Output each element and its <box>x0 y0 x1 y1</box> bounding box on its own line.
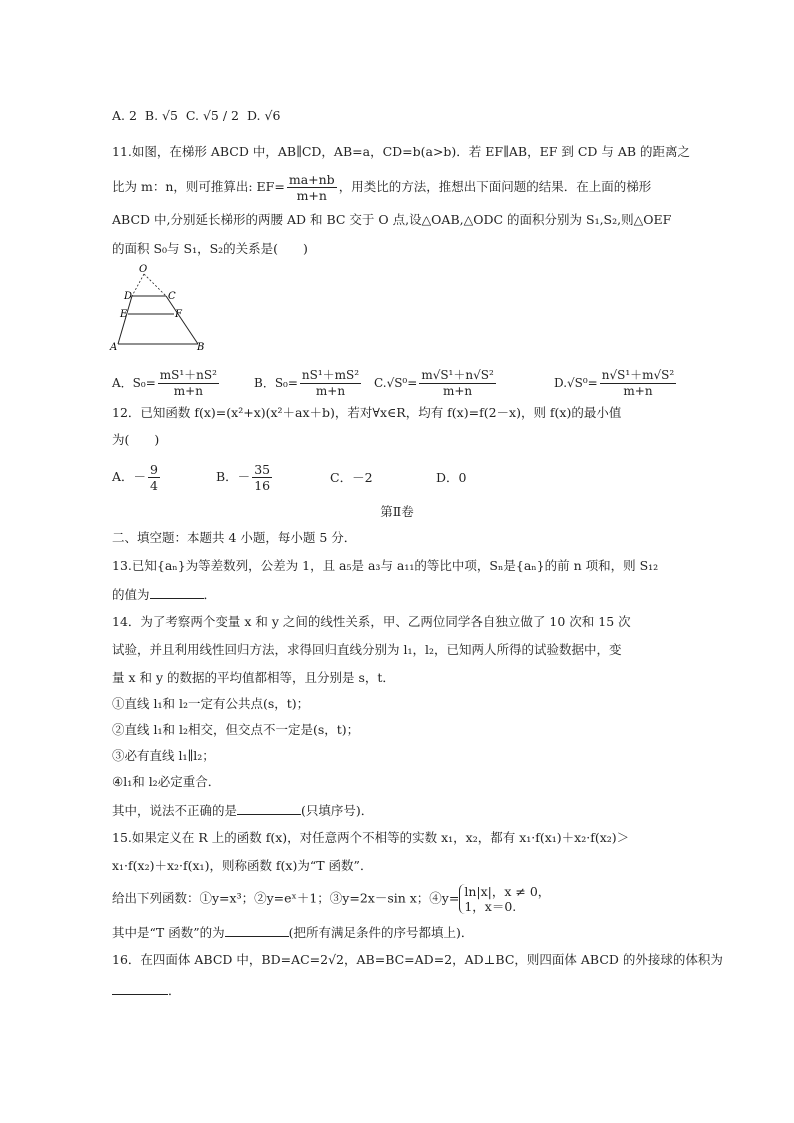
label-d: D <box>124 291 133 302</box>
q16-line1: 16．在四面体 ABCD 中，BD=AC=2√2，AB=BC=AD=2，AD⊥BC，则四面体 ABCD 的外接球的体积为 <box>112 952 723 967</box>
q12-opt-b-num: 35 <box>254 462 271 477</box>
dashed-oc <box>144 274 166 296</box>
q12-option-b <box>216 462 274 493</box>
q14-line3: 量 x 和 y 的数据的平均值都相等，且分别是 s，t． <box>112 670 395 685</box>
q11-opt-c-pre: C.√S⁰= <box>374 376 418 390</box>
ef-numerator: ma+nb <box>288 172 335 187</box>
q15-line4-a: 其中是“T 函数”的为 <box>112 925 225 940</box>
ef-denominator: m+n <box>296 188 327 203</box>
label-f: F <box>175 309 182 320</box>
q12-opt-a-label: A．－ <box>112 469 147 484</box>
q14-line1: 14．为了考察两个变量 x 和 y 之间的线性关系，甲、乙两位同学各自独立做了 10 次和 15 次 <box>112 614 631 629</box>
label-e: E <box>120 309 128 320</box>
q11-opt-d-num: n√S¹＋m√S² <box>601 368 675 382</box>
q11-opt-b-num: nS¹＋mS² <box>301 368 360 382</box>
q16-line2 <box>112 982 181 999</box>
q15-line2: x₁·f(x₂)＋x₂·f(x₁)，则称函数 f(x)为“T 函数”． <box>112 858 373 873</box>
q11-opt-a-den: m+n <box>173 384 203 398</box>
q11-option-c <box>374 368 498 399</box>
q10-option-a: A. 2 <box>112 108 137 123</box>
q13-line2-text: 的值为 <box>112 587 150 602</box>
q14-item4: ④l₁和 l₂必定重合． <box>112 774 221 789</box>
q11-option-a <box>112 368 221 399</box>
label-a: A <box>110 342 118 352</box>
q14-final-a: 其中，说法不正确的是 <box>112 803 238 818</box>
q12-option-d: D．0 <box>436 470 467 485</box>
q10-option-c: C. √5 / 2 <box>185 108 240 123</box>
q11-opt-c-num: m√S¹＋n√S² <box>421 368 494 382</box>
piecewise-function <box>459 884 550 914</box>
q11-line2 <box>112 172 651 203</box>
fill-header: 二、填空题：本题共 4 小题，每小题 5 分． <box>112 530 357 545</box>
q15-line4-b: (把所有满足条件的序号都填上)． <box>288 925 474 940</box>
q11-line2-b: ，用类比的方法，推想出下面问题的结果．在上面的梯形 <box>338 179 652 194</box>
q11-opt-b-den: m+n <box>315 384 346 398</box>
q10-option-d: D. √6 <box>246 108 281 123</box>
ef-fraction <box>287 172 337 203</box>
q11-option-d <box>554 368 678 399</box>
q12-opt-a-num: 9 <box>150 462 158 477</box>
label-o: O <box>139 264 148 275</box>
q12-line1: 12．已知函数 f(x)=(x²+x)(x²＋ax＋b)，若对∀x∈R，均有 f(x)=f(2－x)，则 f(x)的最小值 <box>112 405 622 420</box>
q15-line3-text: 给出下列函数：①y=x³；②y=eˣ＋1；③y=2x－sin x；④y= <box>112 890 460 906</box>
q11-opt-a-pre: A．S₀= <box>112 376 156 390</box>
q10-options <box>112 108 280 124</box>
q14-item2: ②直线 l₁和 l₂相交，但交点不一定是(s，t)； <box>112 722 360 737</box>
q15-answer-blank <box>225 924 289 937</box>
section-title: 第Ⅱ卷 <box>380 504 414 519</box>
q11-opt-d-pre: D.√S⁰= <box>554 376 598 390</box>
dashed-od <box>132 274 144 296</box>
trapezoid-figure <box>108 262 208 352</box>
q13-line2-end: ． <box>203 587 217 602</box>
q12-opt-b-den: 16 <box>254 478 271 493</box>
q14-item1: ①直线 l₁和 l₂一定有公共点(s，t)； <box>112 696 310 711</box>
segment-da <box>118 296 132 344</box>
q12-option-a <box>112 462 162 493</box>
segment-cb <box>166 296 198 344</box>
q11-opt-d-den: m+n <box>623 384 653 398</box>
q15-line3 <box>112 884 550 914</box>
q15-line4 <box>112 924 473 941</box>
q13-answer-blank <box>150 586 204 599</box>
q14-answer-blank <box>237 802 301 815</box>
q13-line2 <box>112 586 216 603</box>
q12-opt-b-label: B．－ <box>216 469 251 484</box>
q14-line2: 试验，并且利用线性回归方法，求得回归直线分别为 l₁，l₂，已知两人所得的试验数据中，变 <box>112 642 622 657</box>
q14-final-b: (只填序号)． <box>301 803 374 818</box>
label-b: B <box>197 342 205 352</box>
q10-option-b: B. √5 <box>144 108 178 123</box>
q12-opt-a-den: 4 <box>150 478 158 493</box>
q14-item3: ③必有直线 l₁∥l₂； <box>112 748 215 763</box>
q11-line3: ABCD 中,分别延长梯形的两腰 AD 和 BC 交于 O 点,设△OAB,△ODC 的面积分别为 S₁,S₂,则△OEF <box>112 212 672 227</box>
q11-line4: 的面积 S₀与 S₁，S₂的关系是( ) <box>112 241 308 256</box>
piecewise-case-2: 1，x＝0. <box>464 899 517 914</box>
q11-opt-b-pre: B．S₀= <box>254 376 298 390</box>
q16-answer-blank <box>112 982 168 995</box>
label-c: C <box>168 291 176 302</box>
q12-option-c: C．－2 <box>330 470 373 485</box>
piecewise-case-1: ln|x|，x ≠ 0， <box>464 884 551 899</box>
q11-line2-a: 比为 m：n，则可推算出: EF= <box>112 179 285 194</box>
q16-line2-end: ． <box>168 983 181 998</box>
q11-option-b <box>254 368 363 399</box>
q11-opt-a-num: mS¹＋nS² <box>159 368 217 382</box>
q13-line1: 13.已知{aₙ}为等差数列，公差为 1，且 a₅是 a₃与 a₁₁的等比中项，Sₙ是{aₙ}的前 n 项和，则 S₁₂ <box>112 558 659 573</box>
q15-line1: 15.如果定义在 R 上的函数 f(x)，对任意两个不相等的实数 x₁，x₂，都有 x₁·f(x₁)＋x₂·f(x₂)＞ <box>112 830 630 845</box>
q14-final <box>112 802 373 819</box>
q11-opt-c-den: m+n <box>442 384 473 398</box>
q12-line2: 为( ) <box>112 432 160 447</box>
q11-line1: 11.如图，在梯形 ABCD 中，AB∥CD，AB=a，CD=b(a>b)．若 EF∥AB，EF 到 CD 与 AB 的距离之 <box>112 144 691 159</box>
